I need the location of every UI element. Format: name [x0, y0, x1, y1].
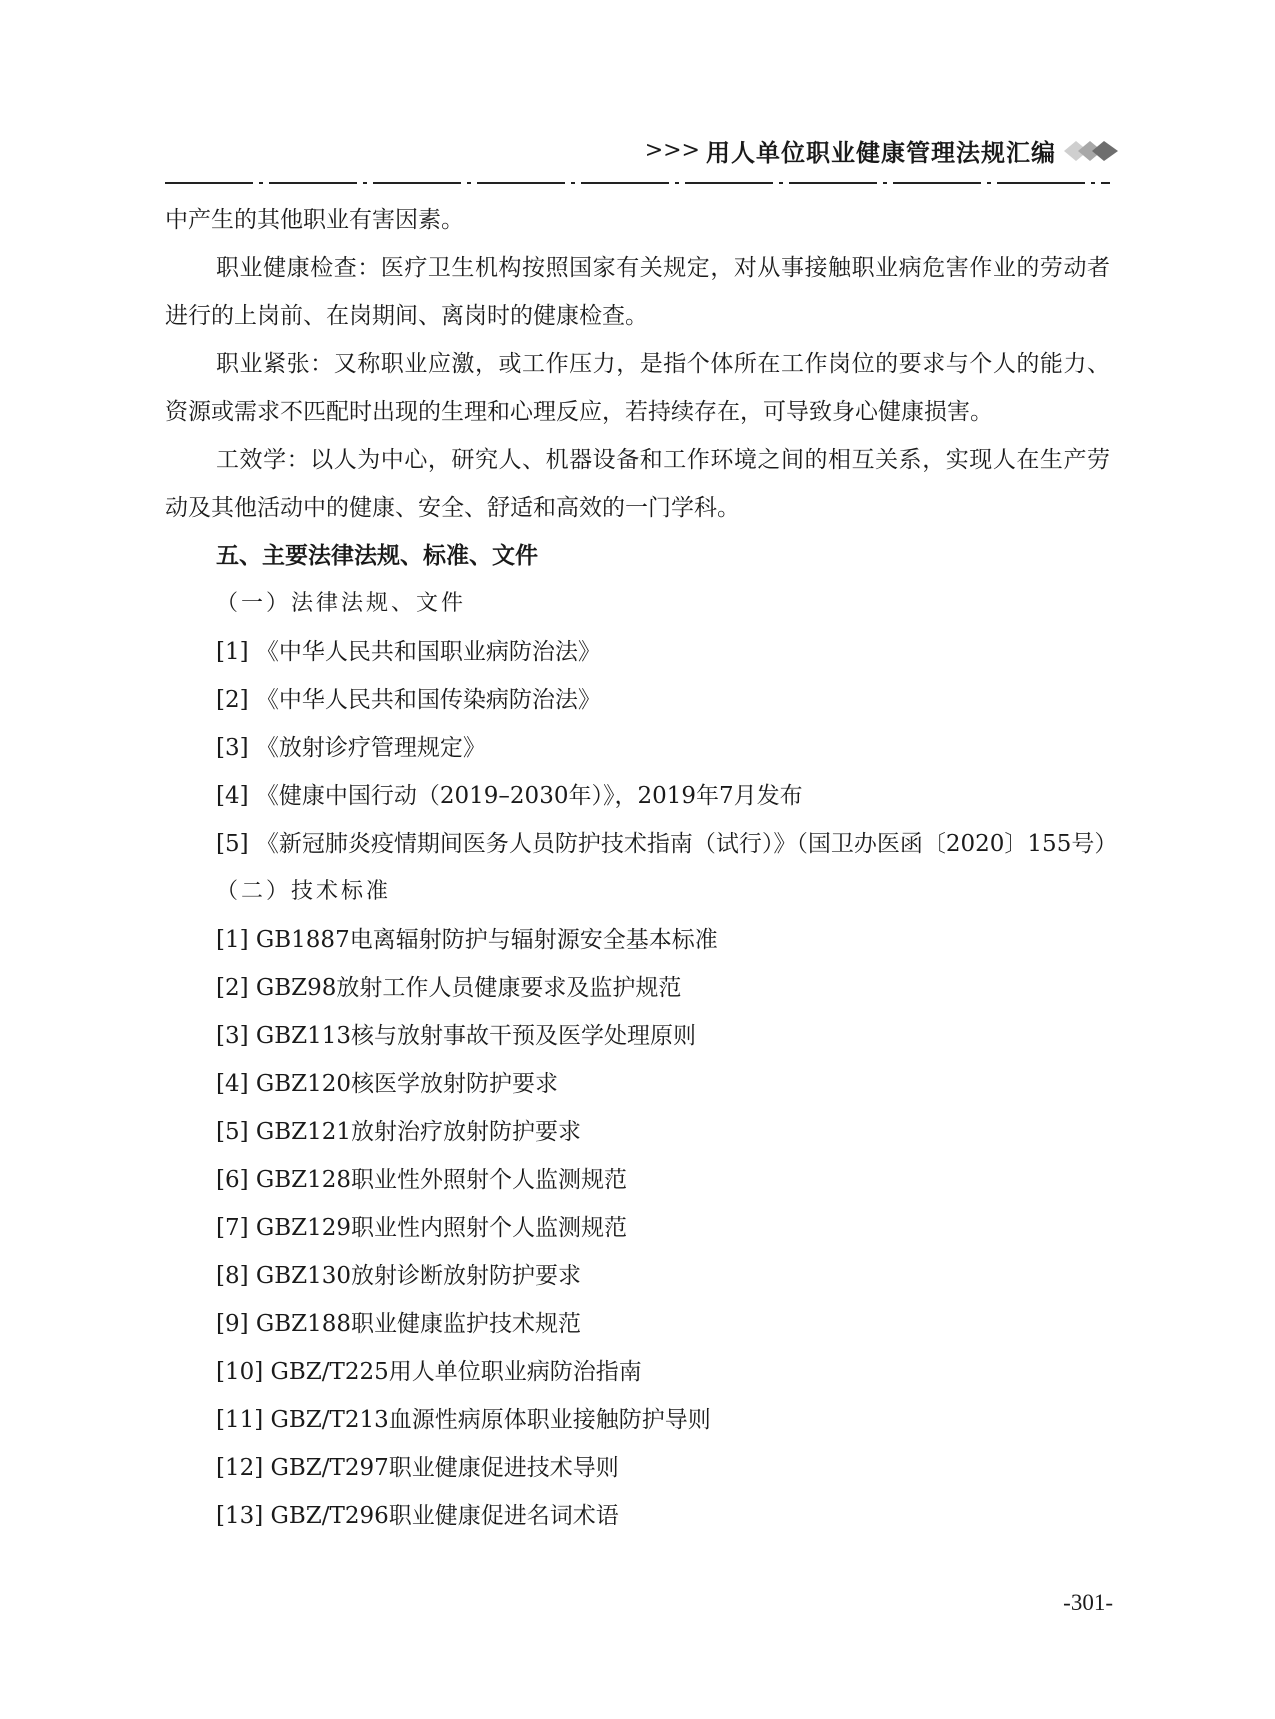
diamond-ornament-icon: [1062, 138, 1122, 164]
paragraph-continuation: 中产生的其他职业有害因素。: [165, 207, 464, 233]
law-item: [3] 《放射诊疗管理规定》: [216, 735, 486, 761]
standard-item: [2] GBZ98放射工作人员健康要求及监护规范: [216, 975, 682, 1001]
standard-item: [1] GB1887电离辐射防护与辐射源安全基本标准: [216, 927, 718, 953]
section-heading: 五、主要法律法规、标准、文件: [216, 543, 538, 569]
header-title: 用人单位职业健康管理法规汇编: [706, 138, 1056, 167]
standard-item: [6] GBZ128职业性外照射个人监测规范: [216, 1167, 628, 1193]
standard-item: [11] GBZ/T213血源性病原体职业接触防护导则: [216, 1407, 711, 1433]
running-header: [645, 133, 1122, 168]
standards-subheading: （二）技术标准: [216, 879, 392, 904]
paragraph-occupational-stress: 职业紧张：又称职业应激，或工作压力，是指个体所在工作岗位的要求与个人的能力、资源或需求不匹配时出现的生理和心理反应，若持续存在，可导致身心健康损害。: [165, 351, 1110, 425]
law-item: [2] 《中华人民共和国传染病防治法》: [216, 687, 601, 713]
page-number: -301-: [1063, 1590, 1113, 1615]
standard-item: [4] GBZ120核医学放射防护要求: [216, 1071, 559, 1097]
page-body: [165, 196, 1118, 1540]
law-item: [1] 《中华人民共和国职业病防治法》: [216, 639, 601, 665]
standard-item: [13] GBZ/T296职业健康促进名词术语: [216, 1503, 619, 1529]
header-arrows: >>>: [644, 138, 700, 163]
standard-item: [10] GBZ/T225用人单位职业病防治指南: [216, 1359, 642, 1385]
standard-item: [8] GBZ130放射诊断放射防护要求: [216, 1263, 582, 1289]
standard-item: [5] GBZ121放射治疗放射防护要求: [216, 1119, 582, 1145]
law-item: [4] 《健康中国行动（2019–2030年）》，2019年7月发布: [216, 783, 803, 809]
law-item: [5] 《新冠肺炎疫情期间医务人员防护技术指南（试行）》（国卫办医函〔2020〕155号）: [216, 831, 1118, 857]
standard-item: [7] GBZ129职业性内照射个人监测规范: [216, 1215, 628, 1241]
header-divider: [165, 180, 1110, 186]
laws-subheading: （一）法律法规、文件: [216, 591, 467, 616]
standard-item: [9] GBZ188职业健康监护技术规范: [216, 1311, 582, 1337]
standard-item: [3] GBZ113核与放射事故干预及医学处理原则: [216, 1023, 697, 1049]
paragraph-ergonomics: 工效学：以人为中心，研究人、机器设备和工作环境之间的相互关系，实现人在生产劳动及其他活动中的健康、安全、舒适和高效的一门学科。: [165, 447, 1110, 521]
paragraph-health-exam: 职业健康检查：医疗卫生机构按照国家有关规定，对从事接触职业病危害作业的劳动者进行的上岗前、在岗期间、离岗时的健康检查。: [165, 255, 1110, 329]
standard-item: [12] GBZ/T297职业健康促进技术导则: [216, 1455, 619, 1481]
